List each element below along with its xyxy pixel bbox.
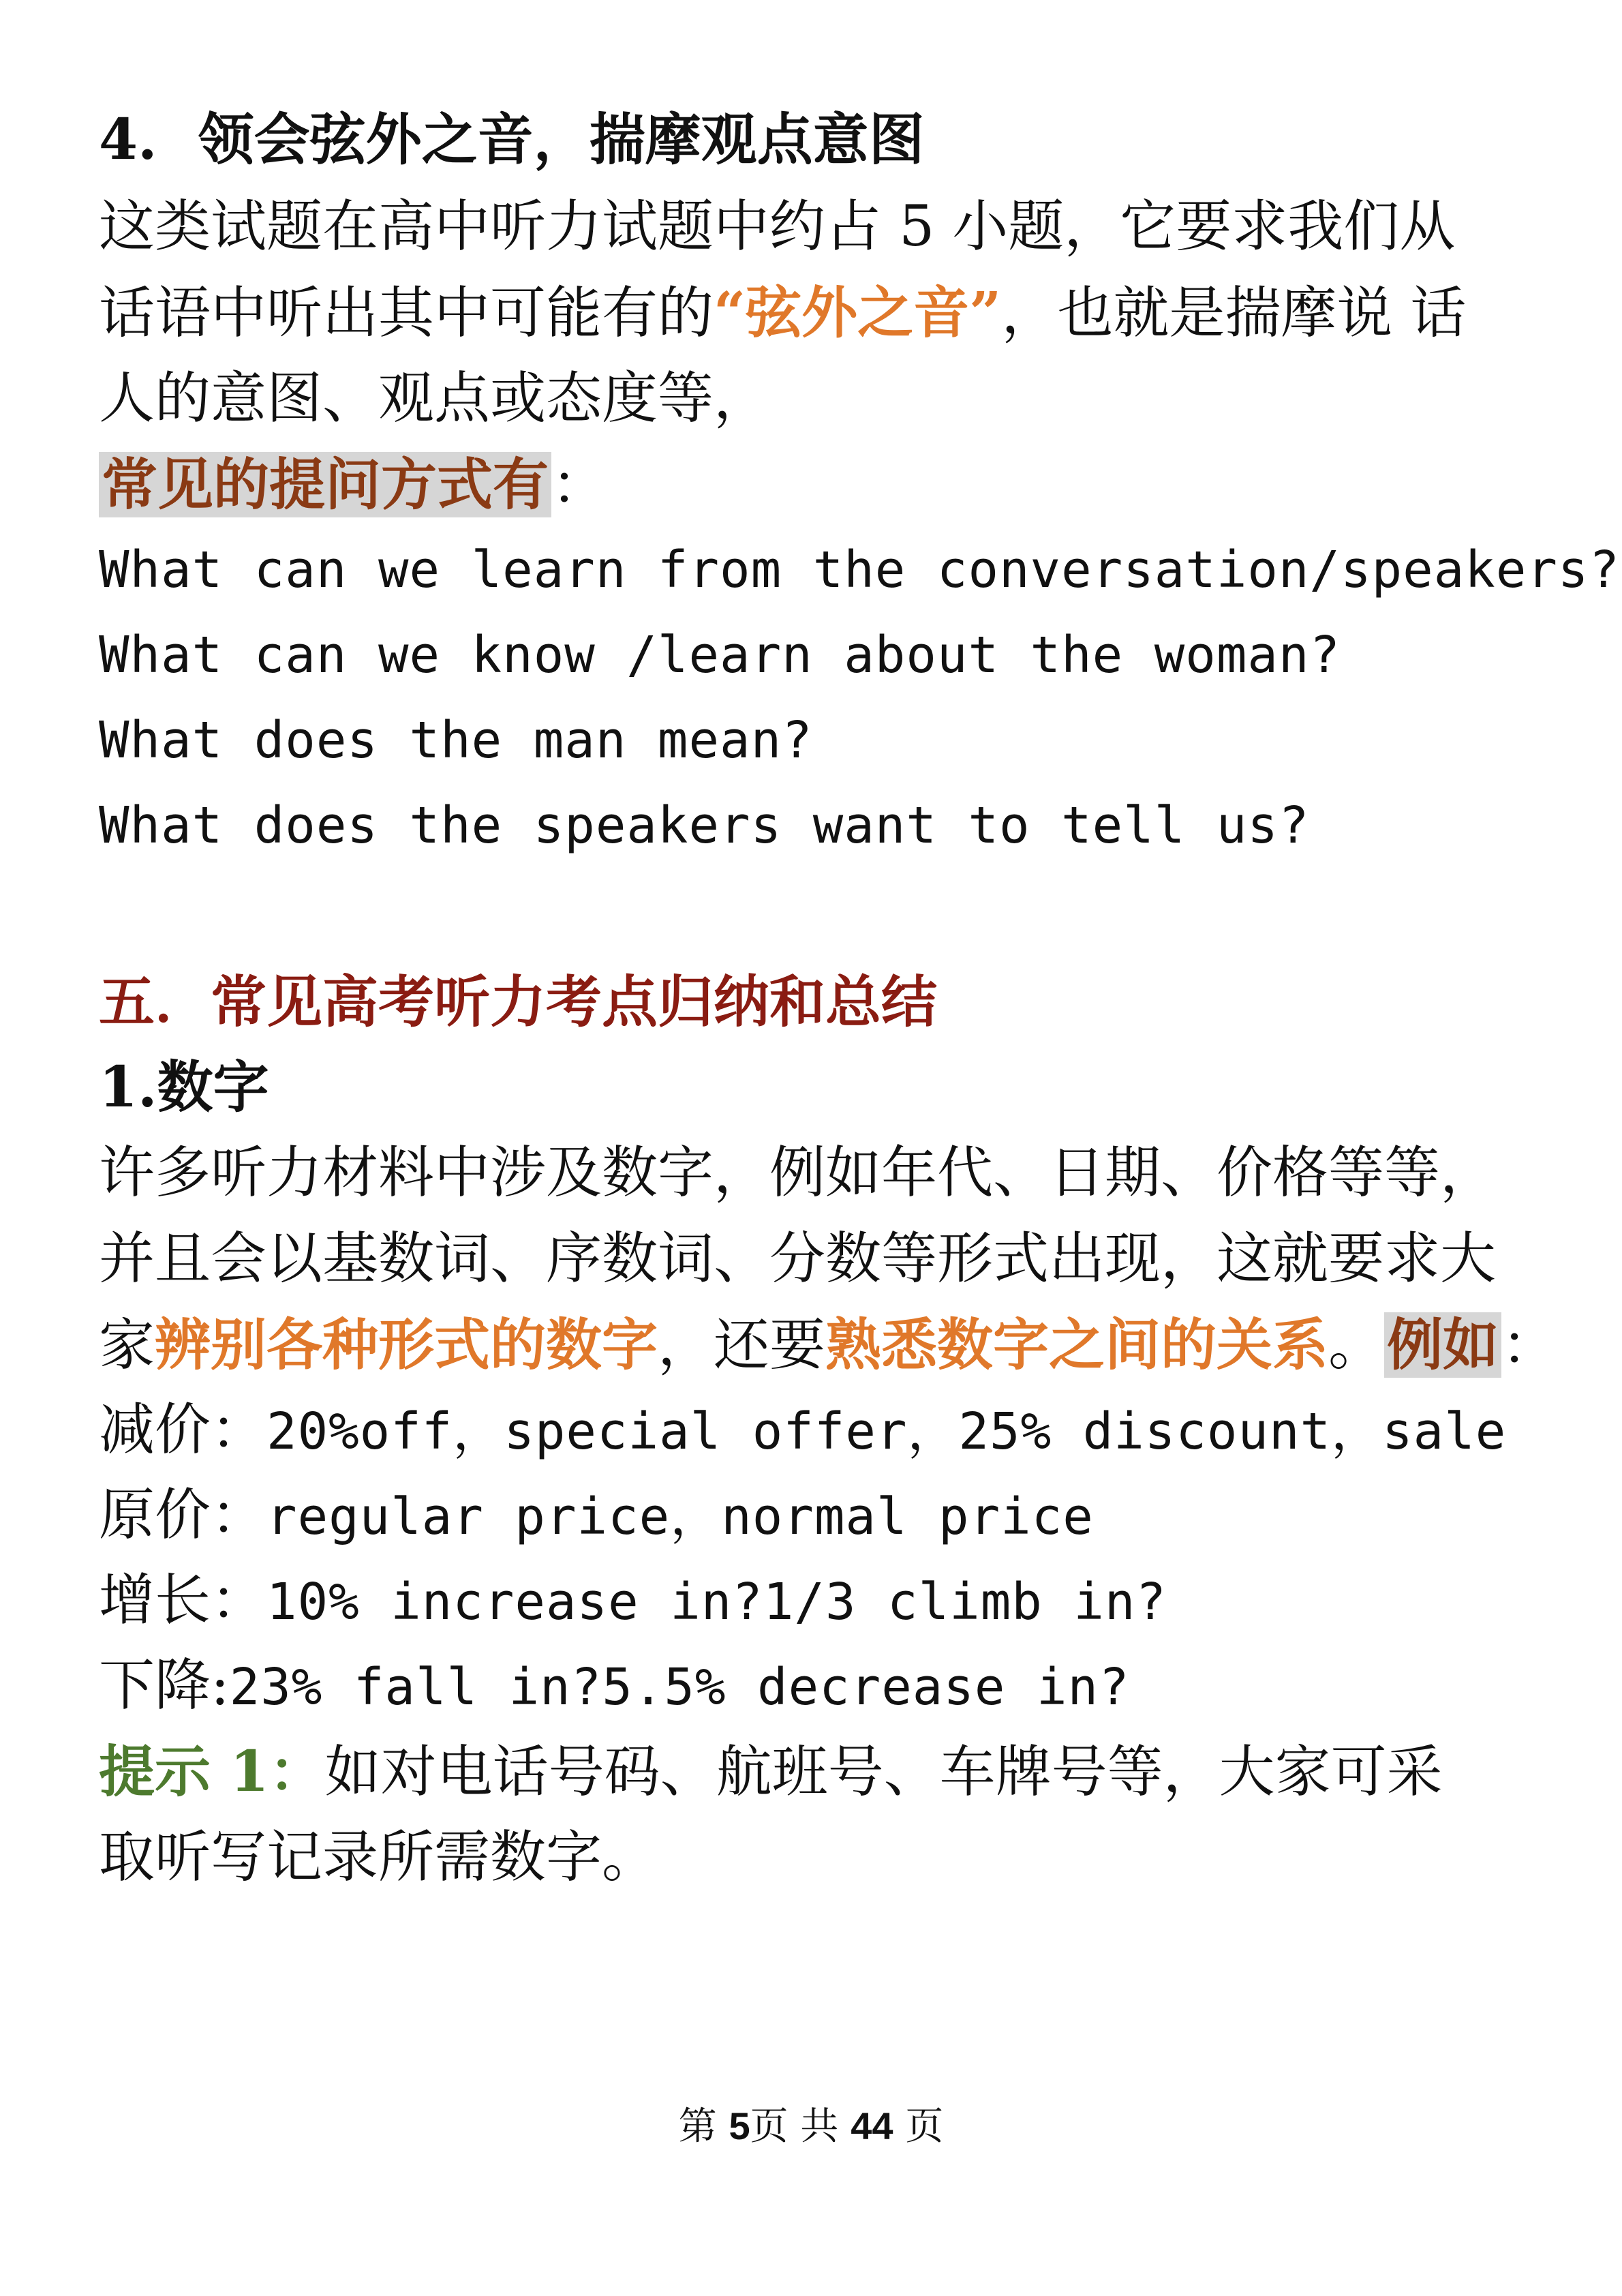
tip-line-1 [99,1734,1443,1810]
question-item: What does the man mean? [99,711,813,770]
para-text: 。 [1328,1313,1385,1378]
example-row-increase [99,1563,1167,1640]
example-row-discount [99,1393,1506,1469]
section-5-para-line-2: 并且会以基数词、序数词、分数等形式出现，这就要求大 [99,1226,1497,1291]
question-label-line [99,447,607,523]
section-4-heading [99,102,925,177]
section-4-title: 领会弦外之音，揣摩观点意图 [198,107,925,172]
footer-current-page: 5 [729,2104,750,2147]
example-label-text: 增长： [99,1568,267,1633]
example-row-original-price [99,1478,1094,1554]
section-4-para-line-3: 人的意图、观点或态度等， [99,366,770,431]
footer-suffix: 页 [905,2104,944,2149]
para-text: 家 [99,1313,155,1378]
example-label-text: 下降: [99,1653,230,1718]
tip-label: 提示 1： [99,1739,325,1804]
question-label-colon: ： [551,453,608,517]
question-item: What does the speakers want to tell us? [99,796,1310,855]
section-5-para-line-1: 许多听力材料中涉及数字，例如年代、日期、价格等等， [99,1141,1497,1205]
section-5-para-line-3 [99,1308,1557,1383]
footer-prefix: 第 [678,2104,717,2149]
question-label: 常见的提问方式有 [99,452,551,517]
example-label: 例如 [1384,1312,1501,1378]
section-4-number: 4. [99,107,157,172]
section-4-para-line-1: 这类试题在高中听力试题中约占 5 小题，它要求我们从 [99,194,1456,259]
section-4-para-line-2 [99,275,1466,351]
highlight-distinguish-numbers: 辨别各种形式的数字 [155,1312,658,1378]
footer-total-pages: 44 [851,2104,893,2147]
section-5-subheading: 1.数字 [99,1055,269,1120]
para-text: 话语中听出其中可能有的 [99,281,714,346]
para-text: ，还要 [658,1313,826,1378]
section-5-heading: 五．常见高考听力考点归纳和总结 [99,969,938,1035]
example-text: 20%off，special offer，25% discount，sale [266,1402,1507,1461]
highlight-xianwai: “弦外之音” [714,280,1002,346]
example-label-text: 减价： [99,1398,267,1462]
example-colon: ： [1501,1313,1558,1378]
example-text: 23% fall in?5.5% decrease in? [229,1658,1130,1717]
highlight-number-relations: 熟悉数字之间的关系 [825,1312,1329,1378]
example-label-text: 原价： [99,1483,267,1547]
tip-text: 如对电话号码、航班号、车牌号等，大家可采 [324,1740,1443,1804]
question-item: What can we know /learn about the woman? [99,626,1341,684]
example-text: regular price，normal price [266,1487,1094,1546]
question-item: What can we learn from the conversation/speakers? [99,541,1621,599]
para-text: ，也就是揣摩说 话 [1001,281,1467,346]
tip-line-2: 取听写记录所需数字。 [99,1825,658,1890]
footer-middle: 页 共 [750,2104,839,2149]
example-row-decrease [99,1648,1130,1725]
page-footer [0,2096,1622,2151]
example-text: 10% increase in?1/3 climb in? [266,1573,1167,1631]
